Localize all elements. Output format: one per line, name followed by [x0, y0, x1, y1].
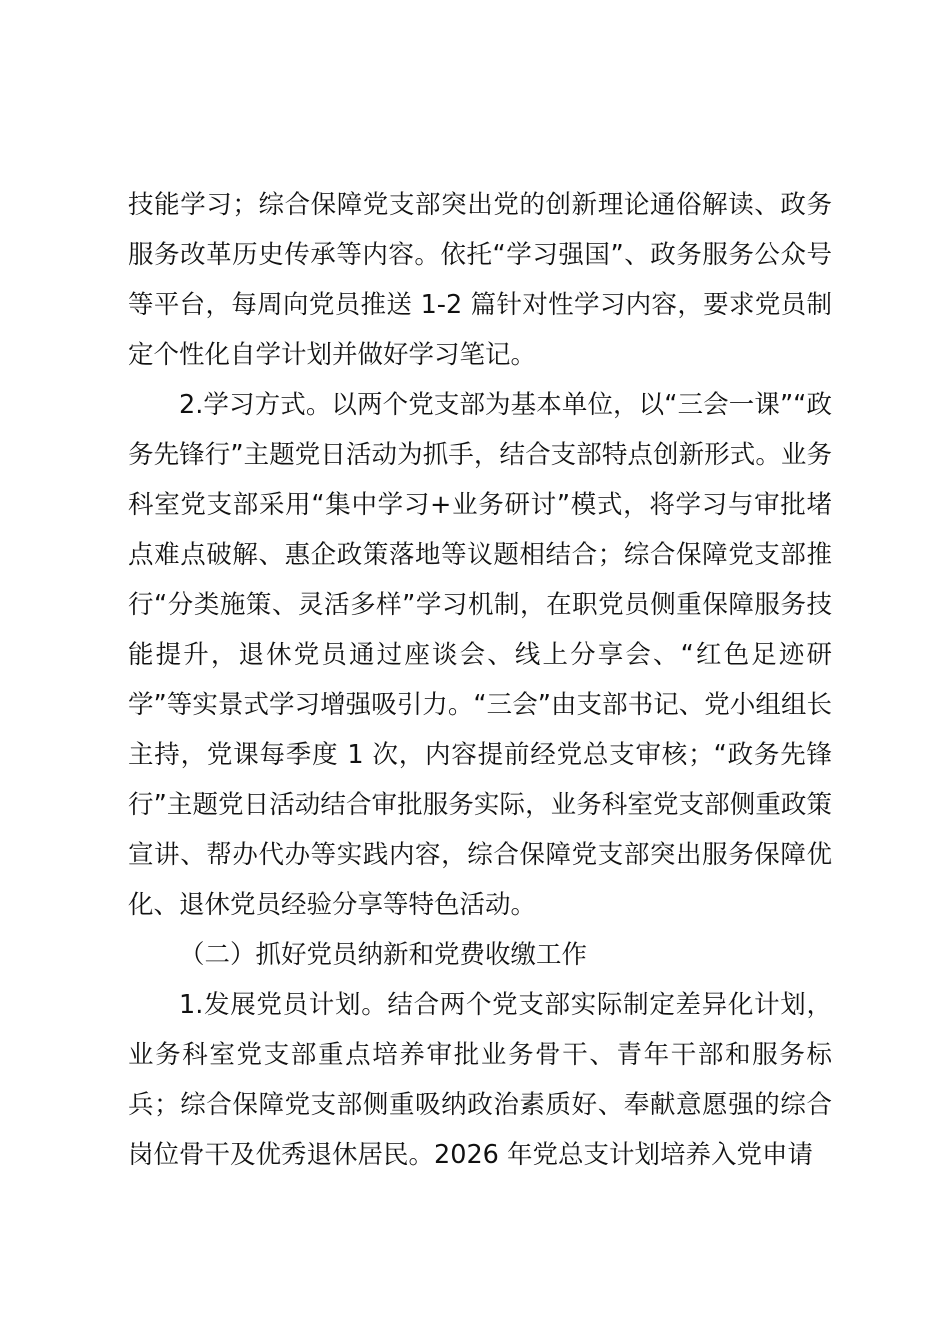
- section-heading-member-recruitment-dues: （二）抓好党员纳新和党费收缴工作: [179, 940, 588, 970]
- document-page: [128, 180, 832, 1180]
- paragraph-study-content-continued: 技能学习；综合保障党支部突出党的创新理论通俗解读、政务服务改革历史传承等内容。依托“学习强国”、政务服务公众号等平台，每周向党员推送 1-2 篇针对性学习内容，要求党员制定个性化自学计划并做好学习笔记。: [128, 190, 832, 370]
- paragraph-member-development-plan: 1.发展党员计划。结合两个党支部实际制定差异化计划，业务科室党支部重点培养审批业务骨干、青年干部和服务标兵；综合保障党支部侧重吸纳政治素质好、奉献意愿强的综合岗位骨干及优秀退休居民。2026 年党总支计划培养入党申请: [128, 990, 832, 1170]
- paragraph-study-method: 2.学习方式。以两个党支部为基本单位，以“三会一课”“政务先锋行”主题党日活动为抓手，结合支部特点创新形式。业务科室党支部采用“集中学习+业务研讨”模式，将学习与审批堵点难点破解、惠企政策落地等议题相结合；综合保障党支部推行“分类施策、灵活多样”学习机制，在职党员侧重保障服务技能提升，退休党员通过座谈会、线上分享会、“红色足迹研学”等实景式学习增强吸引力。“三会”由支部书记、党小组组长主持，党课每季度 1 次，内容提前经党总支审核；“政务先锋行”主题党日活动结合审批服务实际，业务科室党支部侧重政策宣讲、帮办代办等实践内容，综合保障党支部突出服务保障优化、退休党员经验分享等特色活动。: [128, 390, 832, 920]
